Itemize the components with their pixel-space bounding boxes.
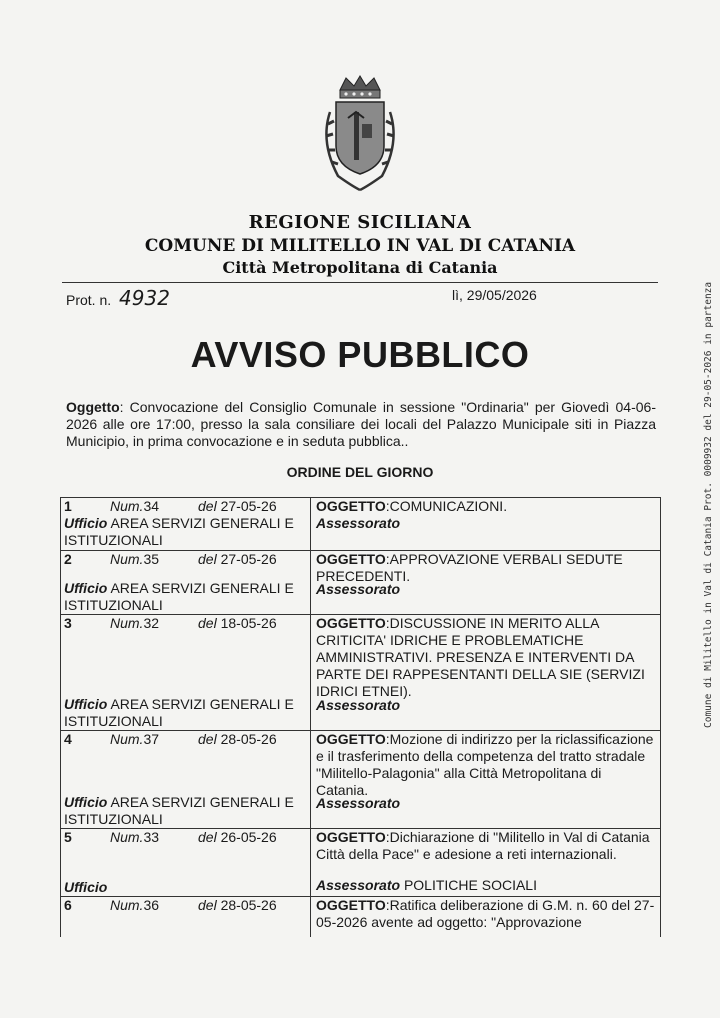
agenda-item-header (64, 498, 307, 515)
agenda-item-meta (61, 615, 311, 731)
agenda-item-meta (61, 551, 311, 615)
agenda-item-oggetto (316, 615, 657, 700)
agenda-row (61, 551, 661, 615)
agenda-item-number: 2 (64, 551, 72, 567)
num-value: 36 (143, 897, 160, 913)
agenda-item-office (64, 515, 307, 549)
assessorato-label: Assessorato (316, 697, 401, 713)
agenda-item-office (64, 696, 307, 730)
agenda-item-header (64, 897, 307, 914)
date-value: 18-05-26 (220, 615, 277, 631)
date-value: 28-05-26 (220, 731, 277, 747)
del-label: del (198, 897, 217, 913)
assessorato-label: Assessorato (316, 515, 401, 531)
assessorato-label: Assessorato (316, 877, 401, 893)
agenda-item-num (110, 731, 198, 748)
protocol-number: 4932 (119, 286, 170, 310)
agenda-item-office (64, 879, 307, 896)
agenda-item-num (110, 498, 198, 515)
metropolitan-city-heading: Città Metropolitana di Catania (222, 258, 498, 277)
office-label: Ufficio (64, 515, 108, 531)
agenda-item-assessorato (316, 877, 537, 894)
oggetto-label: OGGETTO (316, 731, 386, 747)
agenda-item-date (198, 498, 277, 515)
subject-paragraph (66, 399, 656, 450)
protocol-label: Prot. n. (66, 292, 112, 308)
agenda-item-number: 3 (64, 615, 72, 631)
date-value: 27-05-26 (220, 498, 277, 514)
oggetto-text: :APPROVAZIONE VERBALI SEDUTE PRECEDENTI. (316, 551, 623, 584)
agenda-item-meta (61, 731, 311, 829)
num-label: Num. (110, 897, 144, 913)
office-value: AREA SERVIZI GENERALI E ISTITUZIONALI (64, 515, 294, 548)
agenda-heading: ORDINE DEL GIORNO (286, 464, 434, 480)
agenda-item-num (110, 615, 198, 632)
num-label: Num. (110, 731, 144, 747)
oggetto-label: OGGETTO (316, 551, 386, 567)
oggetto-text: :Ratifica deliberazione di G.M. n. 60 del 27-05-2026 avente ad oggetto: "Approvazione (316, 897, 655, 930)
region-heading: REGIONE SICILIANA (248, 212, 472, 233)
agenda-item-subject (311, 498, 661, 551)
office-label: Ufficio (64, 696, 108, 712)
agenda-item-meta (61, 897, 311, 937)
agenda-item-assessorato (316, 515, 657, 532)
agenda-item-num (110, 551, 198, 568)
agenda-item-number: 4 (64, 731, 72, 747)
office-value: AREA SERVIZI GENERALI E ISTITUZIONALI (64, 580, 294, 613)
assessorato-label: Assessorato (316, 581, 401, 597)
agenda-item-subject (311, 829, 661, 897)
protocol-side-stamp: Comune di Militello in Val di Catania Prot. 0009932 del 29-05-2026 in partenza (703, 281, 714, 728)
agenda-row (61, 829, 661, 897)
del-label: del (198, 731, 217, 747)
num-label: Num. (110, 615, 144, 631)
protocol-line (66, 286, 170, 310)
agenda-item-meta (61, 829, 311, 897)
agenda-item-oggetto (316, 731, 657, 799)
subject-label: Oggetto (66, 399, 120, 415)
del-label: del (198, 829, 217, 845)
oggetto-label: OGGETTO (316, 829, 386, 845)
agenda-item-num (110, 897, 198, 914)
num-value: 34 (143, 498, 160, 514)
agenda-item-date (198, 897, 277, 914)
agenda-table (60, 497, 661, 937)
agenda-item-meta (61, 498, 311, 551)
agenda-item-subject (311, 731, 661, 829)
office-label: Ufficio (64, 580, 108, 596)
office-value: AREA SERVIZI GENERALI E ISTITUZIONALI (64, 794, 294, 827)
agenda-item-header (64, 731, 307, 748)
document-date: lì, 29/05/2026 (452, 287, 537, 303)
agenda-item-number: 1 (64, 498, 72, 514)
page-title: AVVISO PUBBLICO (190, 334, 530, 375)
agenda-item-number: 5 (64, 829, 72, 845)
num-value: 33 (143, 829, 160, 845)
num-label: Num. (110, 829, 144, 845)
agenda-item-num (110, 829, 198, 846)
num-value: 37 (143, 731, 160, 747)
agenda-row (61, 615, 661, 731)
agenda-item-oggetto (316, 498, 657, 515)
date-value: 28-05-26 (220, 897, 277, 913)
agenda-row (61, 897, 661, 937)
agenda-item-oggetto (316, 551, 657, 585)
num-label: Num. (110, 498, 144, 514)
agenda-item-office (64, 580, 307, 614)
del-label: del (198, 498, 217, 514)
office-label: Ufficio (64, 879, 108, 895)
header-divider (62, 282, 658, 283)
agenda-item-subject (311, 897, 661, 937)
oggetto-text: :Mozione di indirizzo per la riclassificazione e il trasferimento della competenza del tratto stradale "Militello-Palagonia" alla Città Metropolitana di Catania. (316, 731, 654, 798)
oggetto-label: OGGETTO (316, 897, 386, 913)
agenda-item-header (64, 829, 307, 846)
num-value: 32 (143, 615, 160, 631)
agenda-item-header (64, 551, 307, 568)
office-label: Ufficio (64, 794, 108, 810)
agenda-item-number: 6 (64, 897, 72, 913)
oggetto-text: :Dichiarazione di "Militello in Val di Catania Città della Pace" e adesione a reti internazionali. (316, 829, 650, 862)
agenda-item-oggetto (316, 829, 657, 863)
assessorato-value: POLITICHE SOCIALI (403, 877, 537, 893)
agenda-item-date (198, 829, 277, 846)
oggetto-text: :COMUNICAZIONI. (385, 498, 508, 514)
subject-text: : Convocazione del Consiglio Comunale in sessione "Ordinaria" per Giovedì 04-06-2026 alle ore 17:00, presso la sala consiliare dei locali del Palazzo Municipale siti in Piazza Municipio, in prima convocazione e in seduta pubblica.. (66, 399, 656, 449)
agenda-item-oggetto (316, 897, 657, 931)
agenda-item-subject (311, 615, 661, 731)
del-label: del (198, 615, 217, 631)
office-value: AREA SERVIZI GENERALI E ISTITUZIONALI (64, 696, 294, 729)
num-value: 35 (143, 551, 160, 567)
agenda-row (61, 498, 661, 551)
oggetto-text: :DISCUSSIONE IN MERITO ALLA CRITICITA' IDRICHE E PROBLEMATICHE AMMINISTRATIVI. PRESENZA E INTERVENTI DA PARTE DEI RAPPESENTANTI DELLA SIE (SERVIZI IDRICI ETNEI). (316, 615, 645, 699)
date-value: 27-05-26 (220, 551, 277, 567)
agenda-item-subject (311, 551, 661, 615)
agenda-item-assessorato (316, 795, 400, 812)
date-value: 26-05-26 (220, 829, 277, 845)
agenda-item-assessorato (316, 581, 400, 598)
agenda-row (61, 731, 661, 829)
del-label: del (198, 551, 217, 567)
agenda-item-date (198, 731, 277, 748)
agenda-item-header (64, 615, 307, 632)
municipality-heading: COMUNE DI MILITELLO IN VAL DI CATANIA (144, 236, 576, 256)
agenda-item-date (198, 615, 277, 632)
agenda-item-office (64, 794, 307, 828)
coat-of-arms-emblem (312, 72, 408, 196)
agenda-item-date (198, 551, 277, 568)
assessorato-label: Assessorato (316, 795, 401, 811)
agenda-item-assessorato (316, 697, 400, 714)
oggetto-label: OGGETTO (316, 498, 386, 514)
num-label: Num. (110, 551, 144, 567)
oggetto-label: OGGETTO (316, 615, 386, 631)
